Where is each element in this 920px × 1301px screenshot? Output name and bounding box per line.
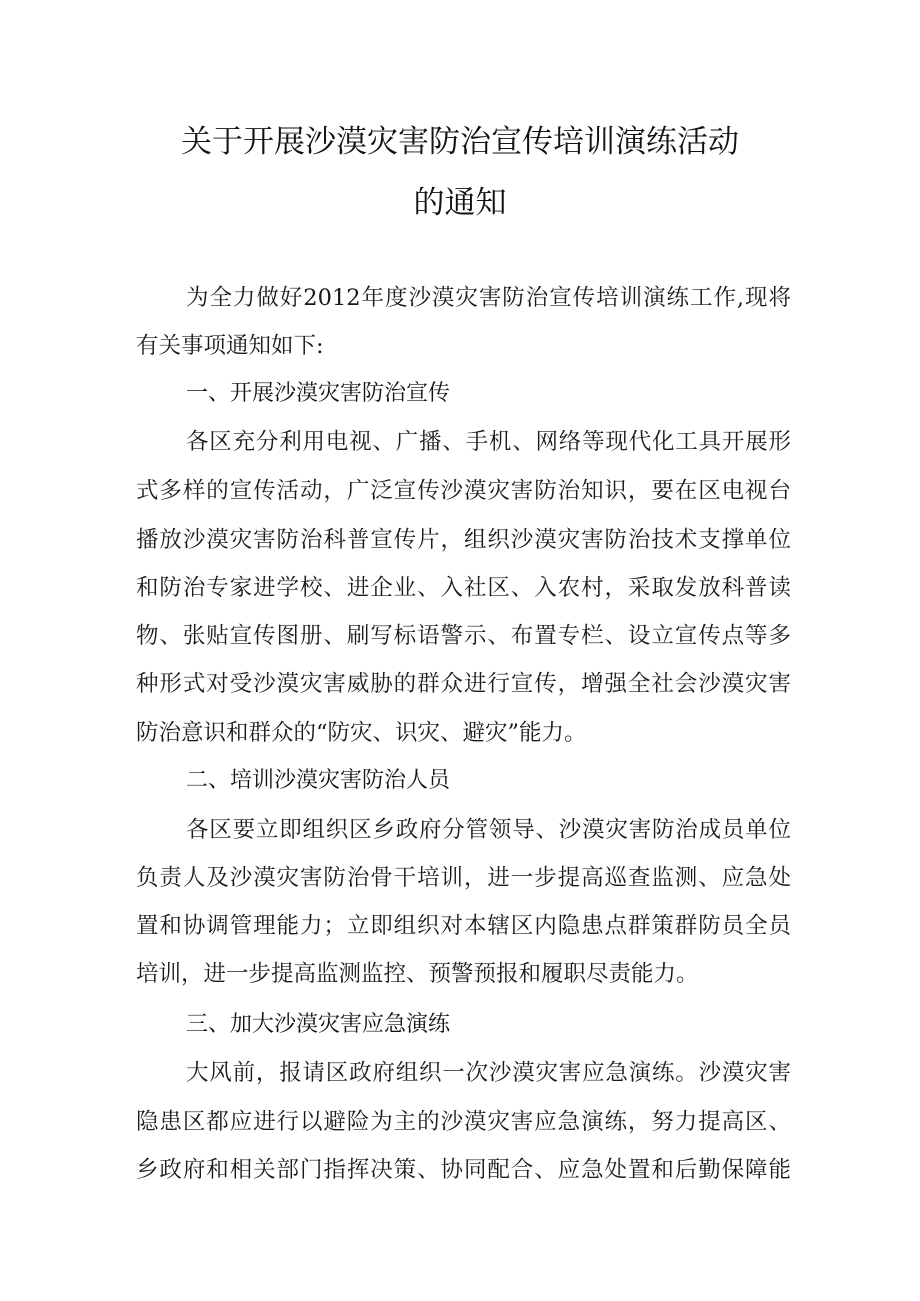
document-title-line-1: 关于开展沙漠灾害防治宣传培训演练活动: [181, 124, 739, 160]
section-2-line: 培训，进一步提高监测监控、预警预报和履职尽责能力。: [136, 961, 699, 987]
section-1-line: 种形式对受沙漠灾害威胁的群众进行宣传，增强全社会沙漠灾害: [136, 671, 791, 697]
section-2-line: 置和协调管理能力；立即组织对本辖区内隐患点群策群防员全员: [136, 913, 791, 939]
intro-line: 有关事项通知如下:: [136, 333, 324, 359]
section-1-line: 播放沙漠灾害防治科普宣传片，组织沙漠灾害防治技术支撑单位: [136, 527, 791, 553]
section-heading-2: 二、培训沙漠灾害防治人员: [186, 768, 451, 793]
section-1-line: 各区充分利用电视、广播、手机、网络等现代化工具开展形: [186, 429, 791, 455]
section-1-line: 防治意识和群众的“防灾、识灾、避灾”能力。: [136, 720, 587, 746]
section-3-line: 乡政府和相关部门指挥决策、协同配合、应急处置和后勤保障能: [136, 1157, 791, 1183]
section-3-line: 大风前，报请区政府组织一次沙漠灾害应急演练。沙漠灾害: [186, 1060, 791, 1086]
section-heading-3: 三、加大沙漠灾害应急演练: [186, 1012, 451, 1037]
section-1-line: 和防治专家进学校、进企业、入社区、入农村，采取发放科普读: [136, 575, 791, 601]
section-1-line: 式多样的宣传活动，广泛宣传沙漠灾害防治知识，要在区电视台: [136, 478, 791, 504]
intro-line: 为全力做好2012年度沙漠灾害防治宣传培训演练工作,现将: [186, 285, 791, 311]
section-2-line: 负责人及沙漠灾害防治骨干培训，进一步提高巡查监测、应急处: [136, 865, 791, 891]
section-heading-1: 一、开展沙漠灾害防治宣传: [186, 381, 451, 406]
section-2-line: 各区要立即组织区乡政府分管领导、沙漠灾害防治成员单位: [186, 817, 791, 843]
section-1-line: 物、张贴宣传图册、刷写标语警示、布置专栏、设立宣传点等多: [136, 623, 791, 649]
document-title-line-2: 的通知: [413, 185, 507, 221]
section-3-line: 隐患区都应进行以避险为主的沙漠灾害应急演练，努力提高区、: [136, 1109, 791, 1135]
